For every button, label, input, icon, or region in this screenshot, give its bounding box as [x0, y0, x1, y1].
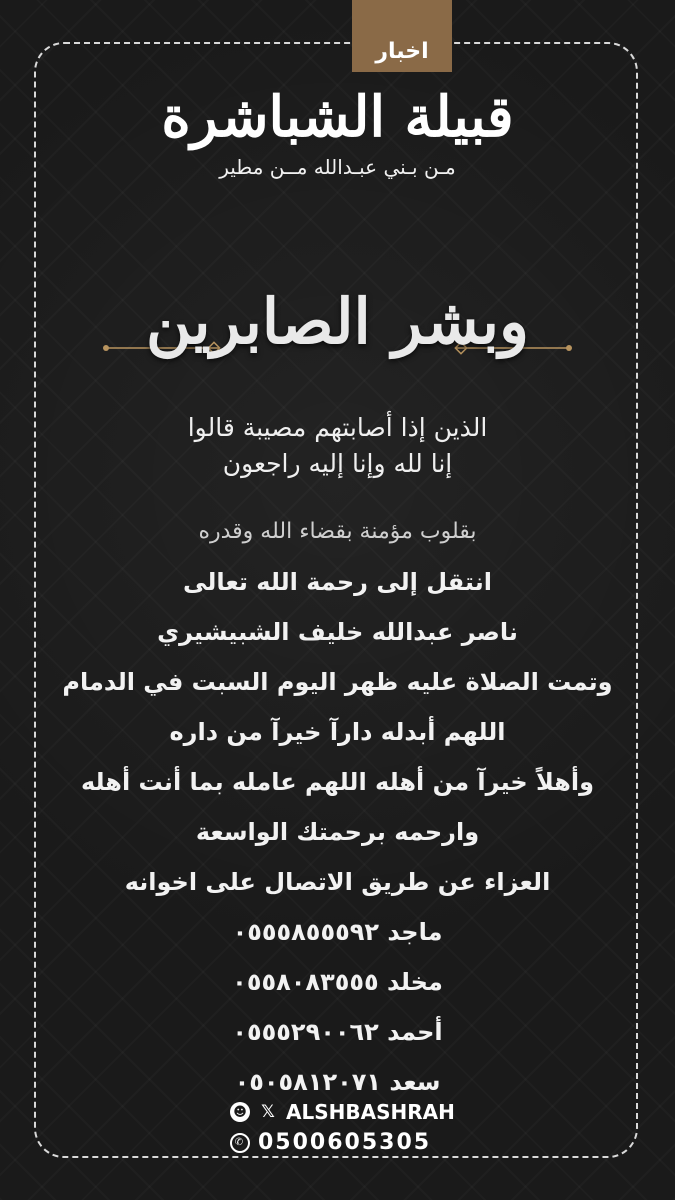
contact-saad: سعد ٠٥٠٥٨١٢٠٧١	[234, 1068, 441, 1096]
contact-majed: ماجد ٠٥٥٥٨٥٥٥٩٢	[232, 918, 443, 946]
text-line: وأهلاً خيرآ من أهله اللهم عامله بما أنت أهله	[80, 768, 595, 796]
condolence-line: العزاء عن طريق الاتصال على اخوانه	[124, 868, 551, 896]
intro-line: بقلوب مؤمنة بقضاء الله وقدره	[198, 519, 477, 544]
verse-line-2: إنا لله وإنا إليه راجعون	[222, 449, 453, 479]
contact-mukhled: مخلد ٠٥٥٨٠٨٣٥٥٥	[232, 968, 443, 996]
text-line: وارحمه برحمتك الواسعة	[195, 818, 480, 846]
news-tag	[352, 0, 452, 72]
calligraphy-verse: وبشر الصابرين	[146, 285, 529, 358]
social-row	[230, 1098, 455, 1126]
x-icon: 𝕏	[261, 1102, 275, 1122]
text-line: اللهم أبدله دارآ خيرآ من داره	[169, 718, 506, 746]
text-line: وتمت الصلاة عليه ظهر اليوم السبت في الدمام	[62, 668, 613, 696]
verse-line-1: الذين إذا أصابتهم مصيبة قالوا	[187, 413, 488, 442]
brand-header	[0, 84, 675, 179]
snapchat-icon: ☻	[230, 1102, 250, 1122]
contact-ahmed: أحمد ٠٥٥٥٢٩٠٠٦٢	[232, 1018, 443, 1046]
text-line: انتقل إلى رحمة الله تعالى	[183, 568, 492, 596]
deceased-name: ناصر عبدالله خليف الشبيشيري	[157, 618, 518, 646]
social-handle: ALSHBASHRAH	[286, 1100, 455, 1124]
brand-title: قبيلة الشباشرة	[161, 84, 514, 150]
whatsapp-number: 0500605305	[258, 1130, 432, 1155]
whatsapp-icon: ✆	[230, 1133, 250, 1153]
whatsapp-row	[230, 1130, 431, 1155]
announcement-body	[0, 507, 675, 1107]
news-tag-label: اخبار	[375, 39, 429, 64]
quran-verse	[0, 410, 675, 483]
brand-subtitle: مـن بـني عبـدالله مــن مطير	[219, 155, 456, 180]
